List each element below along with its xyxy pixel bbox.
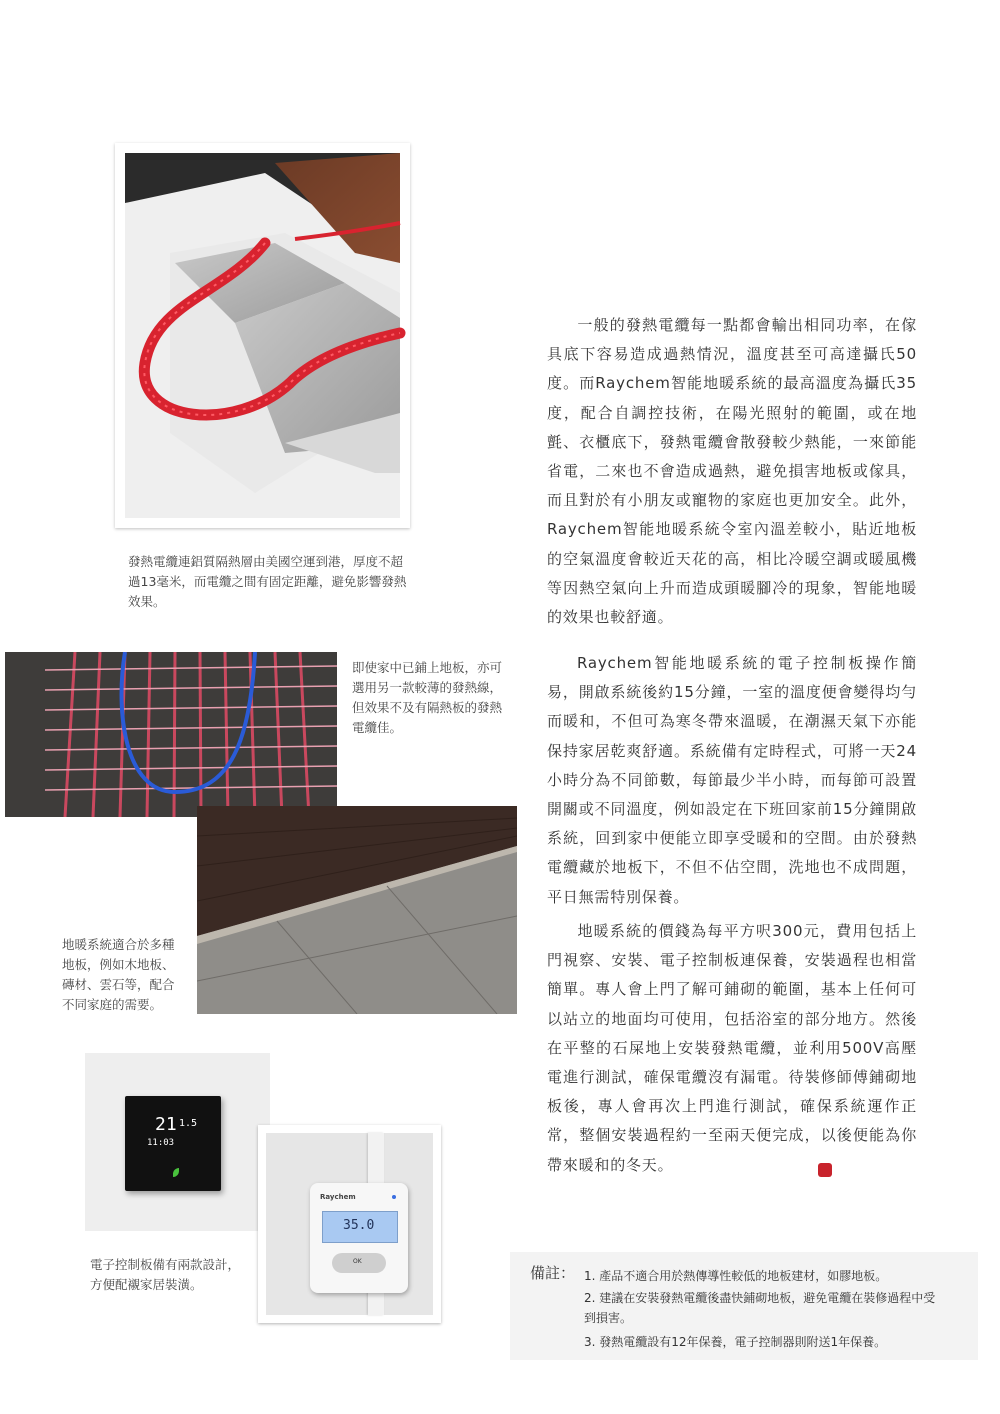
article-paragraph-1 — [547, 311, 917, 632]
caption-floor-types: 地暖系統適合於多種地板，例如木地板、磚材、雲石等，配合不同家庭的需要。 — [62, 937, 175, 1012]
control-pad — [332, 1253, 386, 1273]
note-item-3: 3. 發熱電纜設有12年保養，電子控制器則附送1年保養。 — [584, 1335, 887, 1349]
heating-cable-photo — [115, 143, 410, 528]
lcd-screen — [322, 1211, 398, 1243]
heating-mesh-image — [5, 652, 337, 817]
notes-box — [510, 1252, 978, 1360]
notes-title: 備註： — [530, 1264, 576, 1282]
magazine-end-mark-icon — [818, 1163, 832, 1177]
ok-button: OK — [353, 1258, 362, 1265]
thermostat-big-reading: 21 — [155, 1114, 177, 1135]
leaf-icon — [173, 1168, 179, 1177]
caption-thin-cable: 即使家中已鋪上地板，亦可選用另一款較薄的發熱線，但效果不及有隔熱板的發熱電纜佳。 — [352, 660, 503, 735]
photo-heating-cable-frame — [115, 143, 410, 528]
floor-types-image — [197, 806, 517, 1014]
photo-heating-mesh — [5, 652, 337, 817]
note-item-1: 1. 產品不適合用於熱傳導性較低的地板建材，如膠地板。 — [584, 1269, 888, 1283]
glass-thermostat — [125, 1096, 221, 1191]
article-p2-text: Raychem智能地暖系統的電子控制板操作簡易，開啟系統後約15分鐘，一室的溫度便會變得均勻而暖和，不但可為寒冬帶來溫暖，在潮濕天氣下亦能保持家居乾爽舒適。系統備有定時程式，可將一天24小時分為不同節數，每節最少半小時，而每節可設置開關或不同溫度，例如設定在下班回家前15分鐘開啟系統，回到家中便能立即享受暖和的空間。由於發熱電纜藏於地板下，不但不佔空間，洗地也不成問題，平日無需特別保養。 — [547, 654, 917, 906]
lcd-temperature: 35.0 — [343, 1218, 375, 1233]
caption-controllers: 電子控制板備有兩款設計，方便配襯家居裝潢。 — [90, 1257, 241, 1292]
photo-raychem-controller — [258, 1125, 441, 1323]
article-p3-text: 地暖系統的價錢為每平方呎300元，費用包括上門視察、安裝、電子控制板連保養，安裝過程也相當簡單。專人會上門了解可鋪砌的範圍，基本上任何可以站立的地面均可使用，包括浴室的部分地方。然後在平整的石屎地上安裝發熱電纜，並利用500V高壓電進行測試，確保電纜沒有漏電。待裝修師傅鋪砌地板後，專人會再次上門進行測試，確保系統運作正常，整個安裝過程約一至兩天便完成，以後便能為你帶來暖和的冬天。 — [547, 922, 917, 1174]
thermostat-time: 11:03 — [147, 1138, 175, 1148]
photo-floor-types — [197, 806, 517, 1014]
article-paragraph-2 — [547, 649, 917, 912]
raychem-brand: Raychem — [320, 1193, 356, 1201]
article-paragraph-3 — [547, 917, 917, 1180]
article-p1-text: 一般的發熱電纜每一點都會輸出相同功率，在傢具底下容易造成過熱情況，溫度甚至可高達攝氏50度。而Raychem智能地暖系統的最高溫度為攝氏35度，配合自調控技術，在陽光照射的範圍，或在地氈、衣櫃底下，發熱電纜會散發較少熱能，一來節能省電，二來也不會造成過熱，避免損害地板或傢具，而且對於有小朋友或寵物的家庭也更加安全。此外，Raychem智能地暖系統令室內溫差較小，貼近地板的空氣溫度會較近天花的高，相比冷暖空調或暖風機等因熱空氣向上升而造成頭暖腳冷的現象，智能地暖的效果也較舒適。 — [547, 316, 917, 627]
caption-heating-cable: 發熱電纜連鋁質隔熱層由美國空運到港，厚度不超過13毫米，而電纜之間有固定距離，避免影響發熱效果。 — [128, 554, 407, 609]
raychem-thermostat — [310, 1183, 408, 1293]
thermostat-small-reading: 1.5 — [179, 1118, 198, 1129]
photo-glass-controller — [85, 1053, 270, 1231]
note-item-2: 2. 建議在安裝發熱電纜後盡快鋪砌地板，避免電纜在裝修過程中受到損害。 — [584, 1291, 936, 1325]
status-led-icon — [392, 1195, 396, 1199]
